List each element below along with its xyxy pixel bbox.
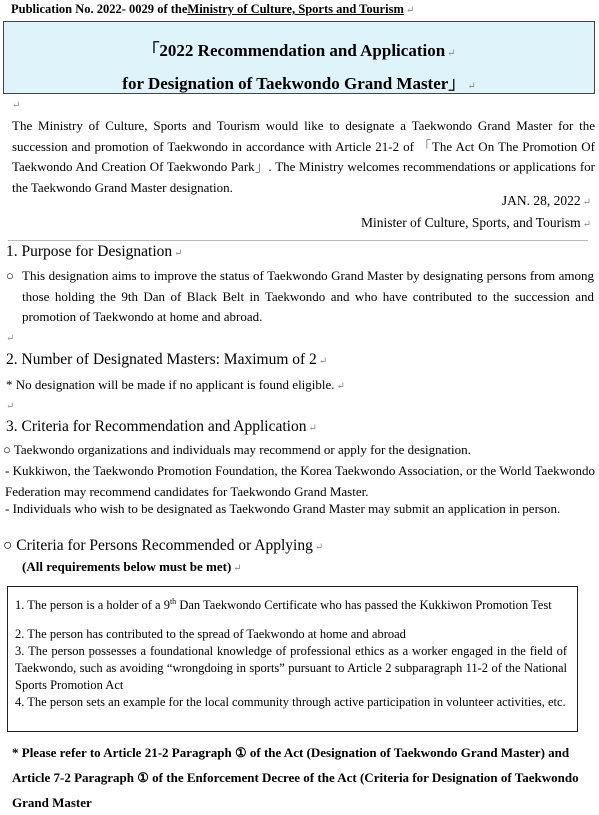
paragraph-mark-icon: ↵ [405, 5, 415, 16]
section-3-bullet-2-text: ○ Criteria for Persons Recommended or Applying [3, 537, 313, 554]
paragraph-mark-icon: ↵ [582, 197, 591, 208]
intro-paragraph: The Ministry of Culture, Sports and Tourism would like to designate a Taekwondo Grand Master for the succession and promotion of Taekwondo in accordance with Article 21-2 of 「The Act On The Promotion Of Taekwondo And Creation Of Taekwondo Park」. The Ministry welcomes recommendations or applications for the Taekwondo Grand Master designation. [12, 118, 595, 195]
title-line-2-text: for Designation of Taekwondo Grand Master」 [122, 74, 466, 93]
section-3-sub-text: (All requirements below must be met) [22, 559, 232, 574]
paragraph-mark-icon: ↵ [12, 100, 21, 111]
title-line-2 [4, 69, 594, 94]
paragraph-mark-icon: ↵ [336, 381, 345, 392]
paragraph-mark-icon: ↵ [318, 356, 328, 367]
publication-of-text: of the [154, 2, 188, 16]
paragraph-mark-icon: ↵ [308, 423, 317, 434]
paragraph-mark-icon: ↵ [582, 219, 591, 230]
requirement-1 [15, 593, 567, 614]
footnote: * Please refer to Article 21-2 Paragraph ① of the Act (Designation of Taekwondo Grand Master) and Article 7-2 Paragraph ① of the Enforcement Decree of the Act (Criteria for Designation of Taekwondo Grand Master [12, 745, 579, 810]
paragraph-mark-icon: ↵ [467, 81, 476, 92]
paragraph-mark-icon: ↵ [6, 333, 15, 344]
section-3-dash-1: - Kukkiwon, the Taekwondo Promotion Foundation, the Korea Taekwondo Association, or the World Taekwondo Federation may recommend candidates for Taekwondo Grand Master. [5, 463, 595, 499]
publication-ministry: Ministry of Culture, Sports and Tourism [187, 2, 404, 16]
section-3-sub [22, 557, 242, 580]
title-line-1 [4, 36, 594, 61]
section-2-heading [6, 351, 327, 369]
signatory [361, 215, 591, 231]
requirement-1-text-b: Dan Taekwondo Certificate who has passed the Kukkiwon Promotion Test [176, 598, 552, 613]
section-3-bullet-2 [3, 537, 323, 555]
requirement-4: 4. The person sets an example for the local community through active participation in volunteer activities, etc. [15, 695, 566, 709]
section-1-heading-text: 1. Purpose for Designation [6, 243, 173, 260]
date [502, 193, 591, 209]
section-3-bullet-1: ○ Taekwondo organizations and individuals may recommend or apply for the designation. [3, 442, 471, 457]
requirement-1-sup: th [169, 597, 177, 606]
section-1-text [22, 266, 594, 328]
publication-number [11, 2, 414, 17]
section-2-heading-text: 2. Number of Designated Masters: Maximum of 2 [6, 351, 317, 368]
section-3-heading-text: 3. Criteria for Recommendation and Application [6, 418, 307, 435]
requirement-3: 3. The person possesses a foundational knowledge of professional ethics as a worker engaged in the field of Taekwondo, such as avoiding “wrongdoing in sports” pursuant to Article 2 subparagraph 11-2 of the National Sports Promotion Act [15, 644, 567, 692]
requirement-1-text-a: 1. The person is a holder of a 9 [15, 598, 170, 613]
publication-number-text: Publication No. 2022- 0029 [11, 2, 155, 16]
section-3-heading [6, 418, 317, 436]
title-box [3, 21, 595, 94]
section-2-note-text: * No designation will be made if no applicant is found eligible. [6, 377, 335, 392]
paragraph-mark-icon: ↵ [314, 542, 324, 553]
section-3-dash-2: - Individuals who wish to be designated as Taekwondo Grand Master may submit an application in person. [5, 501, 561, 516]
paragraph-mark-icon: ↵ [6, 401, 15, 412]
bullet-circle-icon: ○ [6, 268, 14, 283]
paragraph-mark-icon: ↵ [233, 563, 242, 574]
paragraph-mark-icon: ↵ [447, 48, 456, 59]
divider [8, 240, 588, 241]
paragraph-mark-icon: ↵ [174, 248, 183, 259]
requirement-2: 2. The person has contributed to the spread of Taekwondo at home and abroad [15, 627, 406, 641]
section-2-note [6, 375, 345, 398]
title-line-1-text: 「2022 Recommendation and Application [142, 41, 446, 60]
section-1-heading [6, 243, 183, 261]
date-text: JAN. 28, 2022 [501, 193, 581, 208]
requirements-box [7, 586, 578, 732]
section-1-text-body: This designation aims to improve the status of Taekwondo Grand Master by designating persons from among those holding the 9th Dan of Black Belt in Taekwondo and who have contributed to the succession and promotion of Taekwondo at home and abroad. [22, 268, 594, 324]
signatory-text: Minister of Culture, Sports, and Tourism [360, 215, 581, 230]
